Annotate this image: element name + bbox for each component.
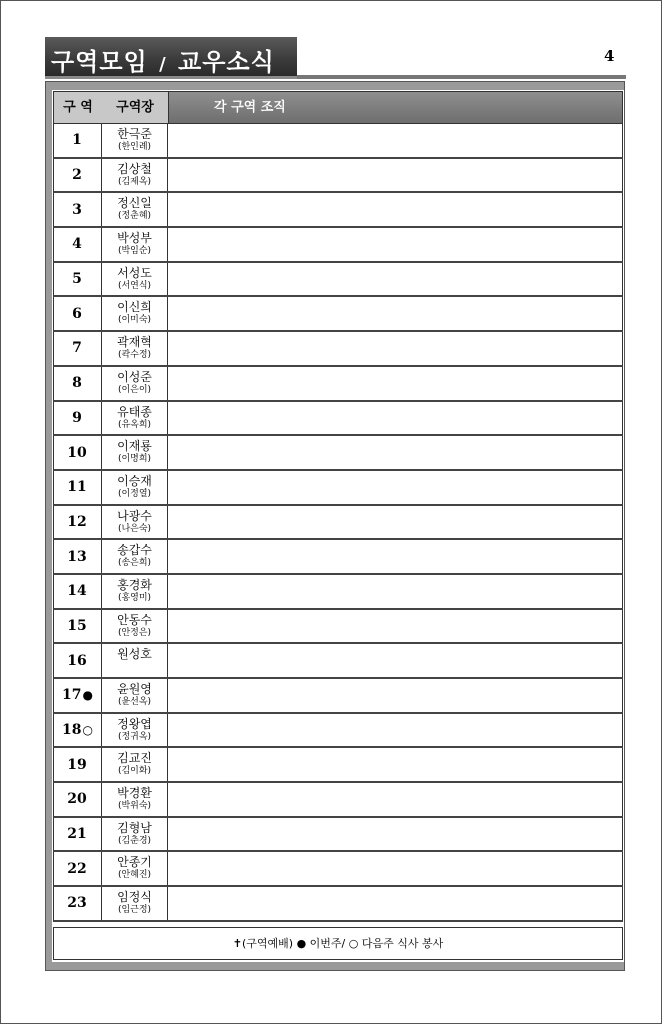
leader-spouse: (한인례) [117, 142, 152, 152]
leader-cell [102, 714, 168, 747]
organization-cell [168, 852, 622, 885]
organization-cell [168, 506, 622, 539]
table-row [53, 610, 623, 645]
district-number: 22 [67, 860, 87, 877]
district-number: 3 [72, 201, 82, 218]
leader-cell [102, 540, 168, 573]
leader-spouse: (홍영미) [117, 592, 152, 603]
title-separator: / [159, 54, 167, 75]
organization-cell [168, 263, 622, 296]
organization-cell [168, 471, 622, 504]
organization-cell [168, 332, 622, 365]
leader-name: 홍경화 [117, 577, 152, 592]
leader-spouse: (송은희) [117, 558, 152, 569]
leader-cell [102, 748, 168, 781]
leader-spouse: (이명희) [117, 454, 152, 465]
organization-cell [168, 575, 622, 608]
header-rule [297, 75, 626, 79]
table-row [53, 540, 623, 575]
district-number: 21 [67, 826, 87, 843]
leader-spouse: (정귀옥) [117, 731, 152, 742]
organization-cell [168, 436, 622, 469]
organization-cell [168, 402, 622, 435]
table-row [53, 263, 623, 298]
column-header-leader: 구역장 [102, 92, 169, 123]
leader-name: 곽재혁 [117, 335, 152, 350]
leader-name: 안종기 [117, 855, 152, 870]
organization-cell [168, 714, 622, 747]
district-number: 8 [72, 375, 82, 392]
section-title [51, 42, 275, 77]
leader-name: 윤원영 [117, 682, 152, 696]
legend-note: ✝(구역예배) ● 이번주/ ○ 다음주 식사 봉사 [53, 927, 623, 960]
leader-spouse: (임근정) [117, 905, 152, 916]
district-number-cell [54, 402, 102, 435]
table-row [53, 852, 623, 887]
leader-spouse: (유옥희) [117, 419, 152, 430]
organization-cell [168, 367, 622, 400]
leader-name: 이재룡 [117, 439, 152, 454]
leader-cell [102, 679, 168, 712]
leader-cell [102, 124, 168, 157]
leader-cell [102, 852, 168, 885]
leader-cell [102, 436, 168, 469]
district-number: 19 [67, 756, 87, 773]
table-row [53, 679, 623, 714]
leader-spouse: (이은이) [117, 384, 152, 395]
leader-name: 나광수 [117, 508, 152, 523]
organization-cell [168, 228, 622, 261]
leader-cell [102, 506, 168, 539]
table-row [53, 297, 623, 332]
leader-name: 박성부 [117, 231, 152, 246]
leader-cell [102, 159, 168, 192]
district-number-cell [54, 263, 102, 296]
organization-cell [168, 748, 622, 781]
district-number-cell [54, 540, 102, 573]
district-number: 11 [67, 479, 87, 496]
district-number: 15 [67, 617, 87, 634]
leader-name: 이승재 [117, 473, 152, 488]
organization-cell [168, 540, 622, 573]
district-number-cell [54, 575, 102, 608]
district-number: 17 [62, 687, 82, 704]
title-sub: 교우소식 [178, 48, 275, 76]
leader-cell [102, 471, 168, 504]
district-number: 12 [67, 513, 87, 530]
leader-spouse: (곽수정) [117, 350, 152, 361]
district-number-cell [54, 748, 102, 781]
leader-spouse: (윤선옥) [117, 697, 152, 707]
leader-cell [102, 818, 168, 851]
leader-cell [102, 193, 168, 226]
title-main: 구역모임 [51, 48, 148, 76]
table-row [53, 367, 623, 402]
district-number-cell [54, 887, 102, 920]
meal-service-mark: ● [82, 688, 93, 703]
table-row [53, 402, 623, 437]
district-number: 9 [72, 409, 82, 426]
column-header-organization: 각 구역 조직 [214, 100, 286, 115]
meal-service-mark: ○ [82, 723, 93, 738]
table-row [53, 818, 623, 853]
district-number-cell [54, 506, 102, 539]
district-number: 6 [72, 305, 82, 322]
district-number-cell [54, 436, 102, 469]
leader-cell [102, 575, 168, 608]
page-number: 4 [604, 47, 615, 65]
leader-cell [102, 263, 168, 296]
leader-spouse: (서연식) [117, 280, 152, 291]
leader-cell [102, 332, 168, 365]
district-number: 2 [72, 167, 82, 184]
leader-spouse: (나은숙) [117, 523, 152, 534]
leader-name: 서성도 [117, 265, 152, 280]
table-row [53, 159, 623, 194]
district-number: 18 [62, 722, 82, 739]
leader-spouse: (박위숙) [117, 801, 152, 812]
organization-cell [168, 610, 622, 643]
table-row [53, 575, 623, 610]
leader-name: 정신일 [117, 196, 152, 211]
district-number-cell [54, 610, 102, 643]
section-title-tab [45, 37, 297, 79]
district-number: 20 [67, 791, 87, 808]
leader-spouse: (정춘혜) [117, 211, 152, 222]
district-number-cell [54, 852, 102, 885]
table-header [53, 91, 623, 124]
table-row [53, 783, 623, 818]
organization-cell [168, 887, 622, 920]
district-number: 14 [67, 583, 87, 600]
leader-cell [102, 644, 168, 677]
district-number-cell [54, 228, 102, 261]
district-number-cell [54, 818, 102, 851]
leader-spouse: (김이화) [117, 766, 152, 777]
organization-cell [168, 644, 622, 677]
leader-name: 김상철 [117, 161, 152, 176]
leader-name: 원성호 [117, 647, 152, 662]
district-number: 1 [72, 132, 82, 149]
leader-spouse: (이미숙) [117, 315, 152, 326]
district-number: 5 [72, 271, 82, 288]
leader-cell [102, 367, 168, 400]
organization-cell [168, 297, 622, 330]
leader-name: 송갑수 [117, 543, 152, 558]
organization-cell [168, 818, 622, 851]
leader-cell [102, 887, 168, 920]
district-number-cell [54, 367, 102, 400]
table-row [53, 714, 623, 749]
leader-cell [102, 610, 168, 643]
column-header-district: 구 역 [54, 92, 103, 123]
leader-cell [102, 228, 168, 261]
table-row [53, 436, 623, 471]
district-number-cell [54, 644, 102, 677]
district-number-cell [54, 297, 102, 330]
leader-cell [102, 783, 168, 816]
leader-name: 정왕엽 [117, 716, 152, 731]
district-number: 7 [72, 340, 82, 357]
district-number: 23 [67, 895, 87, 912]
organization-cell [168, 193, 622, 226]
district-number-cell [54, 714, 102, 747]
leader-name: 안동수 [117, 612, 152, 627]
leader-spouse: (박임순) [117, 246, 152, 257]
district-number: 4 [72, 236, 82, 253]
leader-name: 김교진 [117, 751, 152, 766]
table-row [53, 228, 623, 263]
organization-cell [168, 679, 622, 712]
table-row [53, 471, 623, 506]
leader-cell [102, 297, 168, 330]
leader-name: 김형남 [117, 820, 152, 835]
organization-cell [168, 159, 622, 192]
table-row [53, 193, 623, 228]
district-number: 10 [67, 444, 87, 461]
leader-spouse: (안정은) [117, 627, 152, 638]
leader-spouse: (김춘경) [117, 835, 152, 846]
table-row [53, 748, 623, 783]
leader-name: 유태종 [117, 404, 152, 419]
district-number-cell [54, 783, 102, 816]
leader-name: 이성준 [117, 369, 152, 384]
table-row [53, 644, 623, 679]
leader-name: 임정식 [117, 890, 152, 905]
leader-name: 한극준 [117, 127, 152, 141]
district-number-cell [54, 332, 102, 365]
table-row [53, 124, 623, 159]
leader-name: 박경환 [117, 786, 152, 801]
district-number-cell [54, 159, 102, 192]
leader-spouse: (김제옥) [117, 176, 152, 187]
leader-spouse: (이정열) [117, 488, 152, 499]
table-row [53, 887, 623, 922]
district-table-body [53, 124, 623, 922]
organization-cell [168, 124, 622, 157]
district-number-cell [54, 471, 102, 504]
organization-cell [168, 783, 622, 816]
district-number-cell [54, 193, 102, 226]
district-number-cell [54, 679, 102, 712]
table-row [53, 506, 623, 541]
leader-spouse: (안혜진) [117, 870, 152, 881]
table-row [53, 332, 623, 367]
leader-name: 이신희 [117, 300, 152, 315]
district-number-cell [54, 124, 102, 157]
district-number: 13 [67, 548, 87, 565]
district-number: 16 [67, 652, 87, 669]
leader-cell [102, 402, 168, 435]
